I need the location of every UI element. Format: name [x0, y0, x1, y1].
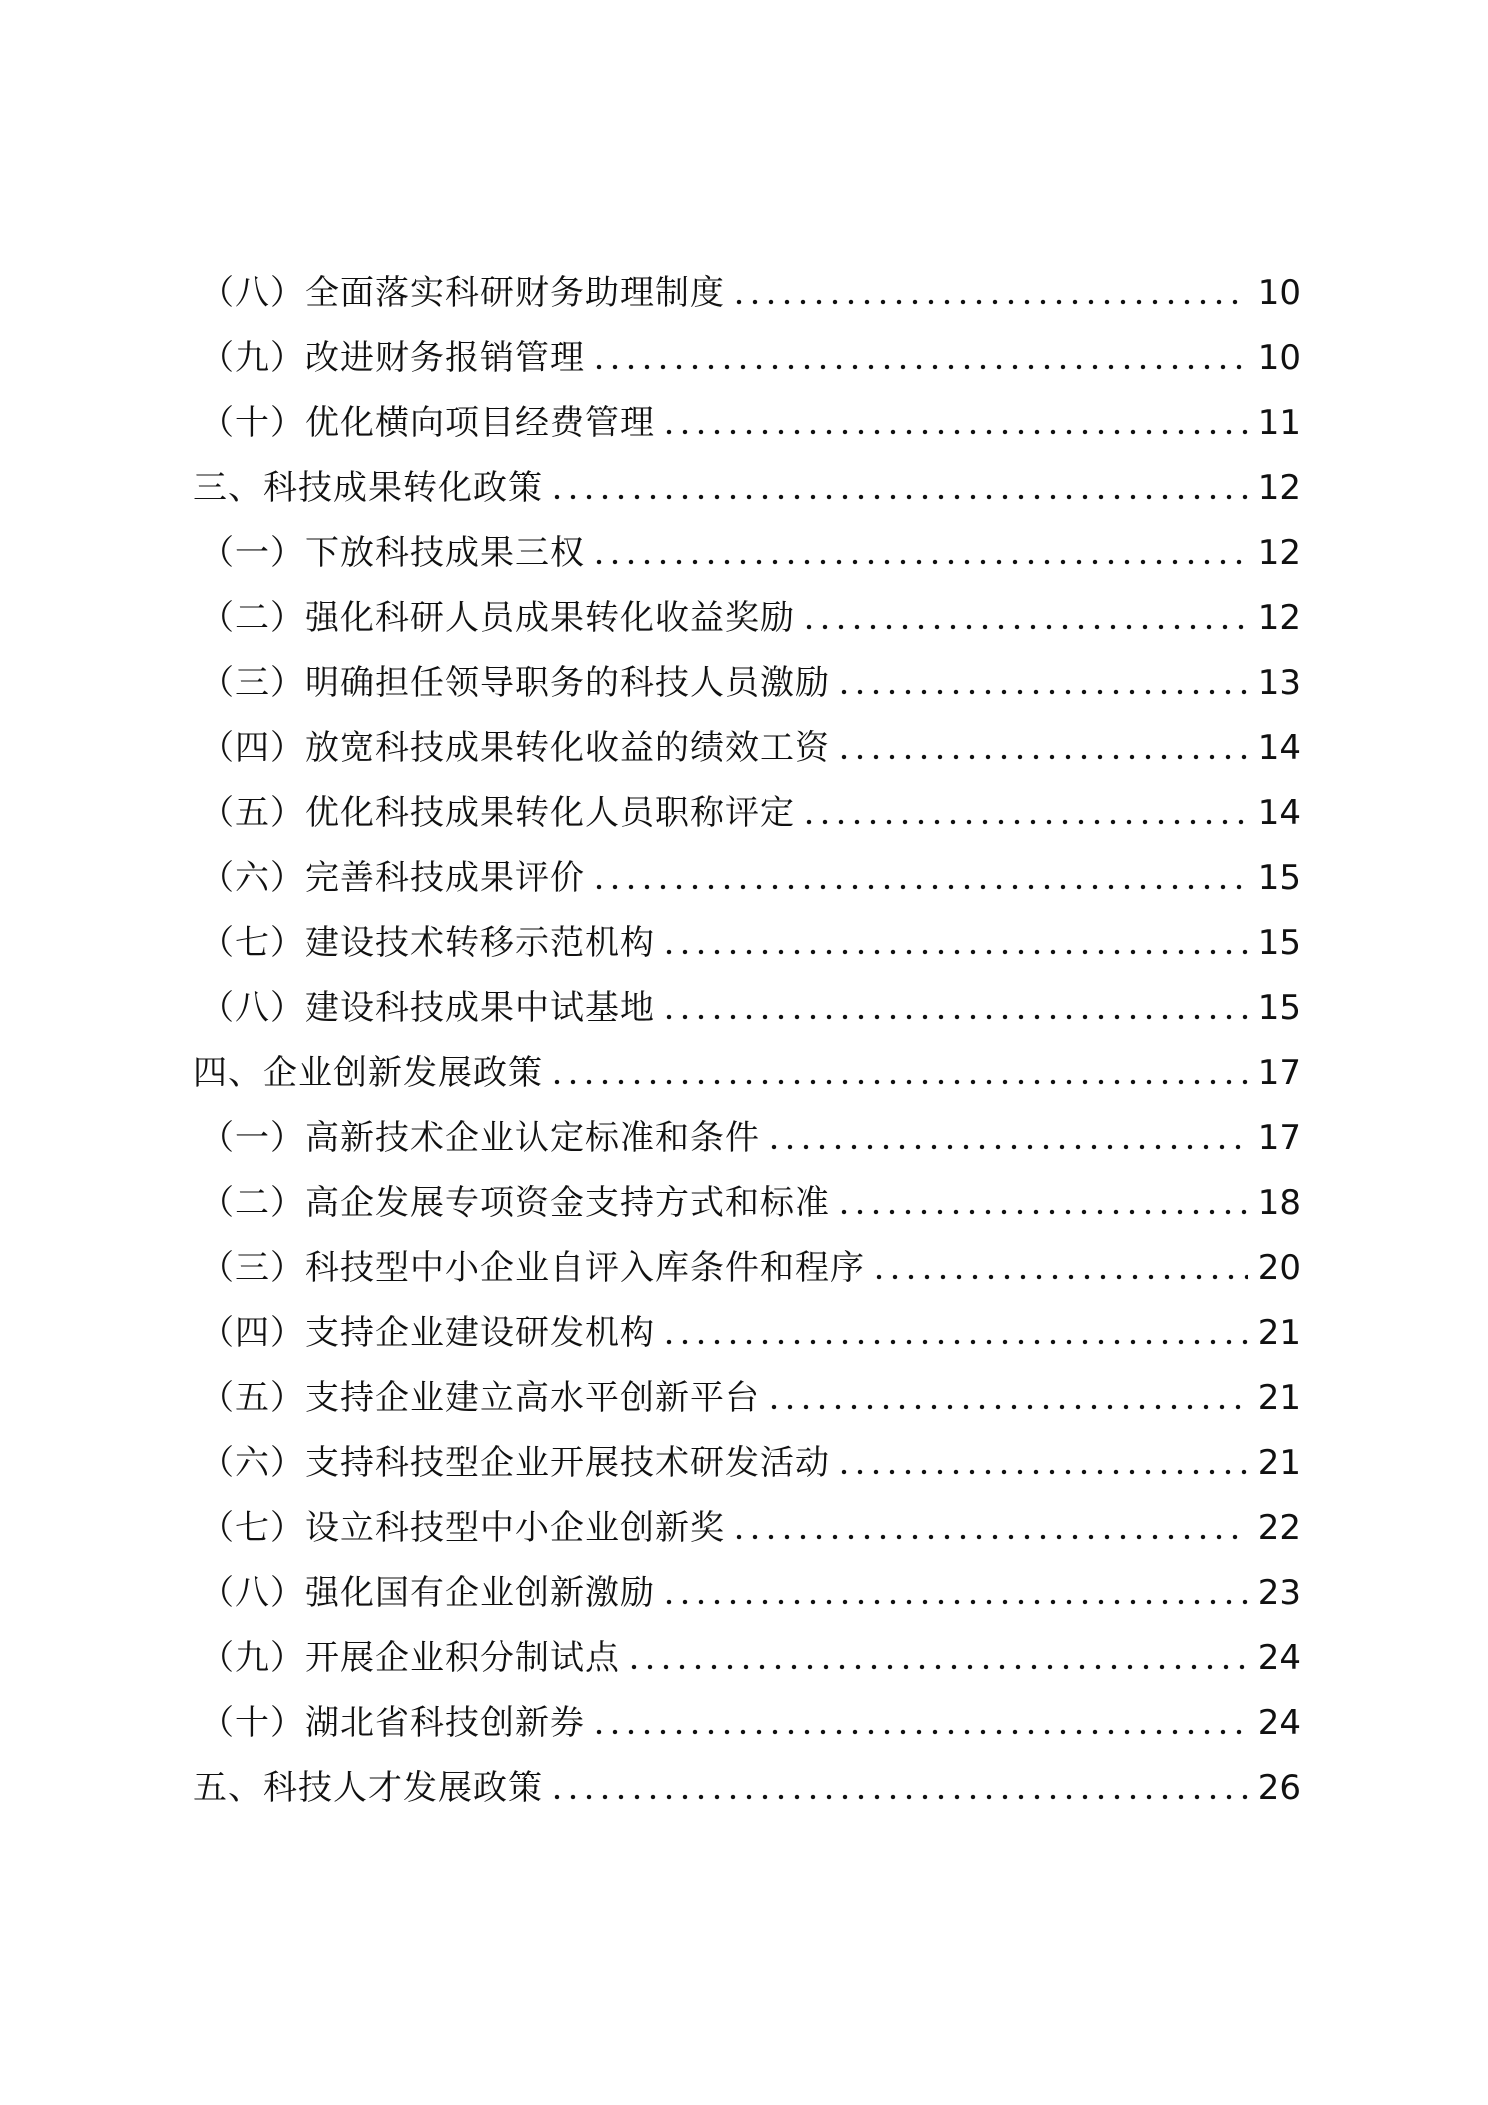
toc-page-number: 10: [1257, 338, 1301, 378]
toc-entry-title: （九）开展企业积分制试点: [200, 1638, 620, 1678]
toc-page-number: 20: [1257, 1248, 1301, 1288]
toc-page-number: 15: [1257, 858, 1301, 898]
toc-entry-title-evaluation[interactable]: [200, 788, 1301, 838]
toc-entry-soe-incentive[interactable]: [200, 1568, 1301, 1618]
dot-leader: [626, 1664, 1248, 1670]
toc-entry-pilot-base[interactable]: [200, 983, 1301, 1033]
toc-entry-performance-pay[interactable]: [200, 723, 1301, 773]
dot-leader: [836, 689, 1248, 695]
toc-section-title: 三、科技成果转化政策: [193, 468, 543, 508]
toc-entry-title: （六）完善科技成果评价: [200, 858, 585, 898]
toc-page-number: 12: [1257, 533, 1301, 573]
toc-section-title: 四、企业创新发展政策: [193, 1053, 543, 1093]
toc-page-number: 14: [1257, 728, 1301, 768]
toc-entry-title: （六）支持科技型企业开展技术研发活动: [200, 1443, 830, 1483]
toc-section-5[interactable]: [193, 1763, 1301, 1813]
toc-entry-title: （一）下放科技成果三权: [200, 533, 585, 573]
toc-entry-innovation-platform[interactable]: [200, 1373, 1301, 1423]
toc-entry-financial-assistant[interactable]: [200, 268, 1301, 318]
toc-entry-leader-incentive[interactable]: [200, 658, 1301, 708]
toc-section-4[interactable]: [193, 1048, 1301, 1098]
toc-entry-hightech-criteria[interactable]: [200, 1113, 1301, 1163]
toc-entry-title: （十）优化横向项目经费管理: [200, 403, 655, 443]
toc-entry-sme-registration[interactable]: [200, 1243, 1301, 1293]
toc-entry-title: （八）建设科技成果中试基地: [200, 988, 655, 1028]
dot-leader: [661, 1014, 1248, 1020]
dot-leader: [549, 1079, 1248, 1085]
toc-entry-title: （五）支持企业建立高水平创新平台: [200, 1378, 760, 1418]
toc-entry-special-funds[interactable]: [200, 1178, 1301, 1228]
toc-page-number: 22: [1257, 1508, 1301, 1548]
dot-leader: [661, 1599, 1248, 1605]
toc-page-number: 15: [1257, 988, 1301, 1028]
toc-page-number: 26: [1257, 1768, 1301, 1808]
dot-leader: [801, 819, 1248, 825]
dot-leader: [661, 429, 1248, 435]
toc-page-number: 21: [1257, 1313, 1301, 1353]
toc-entry-title: （十）湖北省科技创新券: [200, 1703, 585, 1743]
toc-page-number: 24: [1257, 1638, 1301, 1678]
toc-entry-title: （一）高新技术企业认定标准和条件: [200, 1118, 760, 1158]
dot-leader: [591, 1729, 1248, 1735]
toc-entry-achievement-evaluation[interactable]: [200, 853, 1301, 903]
toc-entry-title: （四）支持企业建设研发机构: [200, 1313, 655, 1353]
dot-leader: [766, 1404, 1248, 1410]
toc-entry-title: （二）强化科研人员成果转化收益奖励: [200, 598, 795, 638]
dot-leader: [801, 624, 1248, 630]
toc-entry-rd-activities[interactable]: [200, 1438, 1301, 1488]
toc-entry-rd-institution[interactable]: [200, 1308, 1301, 1358]
dot-leader: [836, 1209, 1248, 1215]
toc-entry-transfer-institution[interactable]: [200, 918, 1301, 968]
toc-page-number: 21: [1257, 1443, 1301, 1483]
toc-entry-title: （七）设立科技型中小企业创新奖: [200, 1508, 725, 1548]
toc-page-number: 12: [1257, 468, 1301, 508]
toc-entry-title: （二）高企发展专项资金支持方式和标准: [200, 1183, 830, 1223]
toc-entry-title: （八）强化国有企业创新激励: [200, 1573, 655, 1613]
toc-entry-income-reward[interactable]: [200, 593, 1301, 643]
toc-entry-title: （九）改进财务报销管理: [200, 338, 585, 378]
dot-leader: [661, 949, 1248, 955]
toc-entry-title: （八）全面落实科研财务助理制度: [200, 273, 725, 313]
toc-entry-innovation-voucher[interactable]: [200, 1698, 1301, 1748]
toc-entry-horizontal-funds[interactable]: [200, 398, 1301, 448]
dot-leader: [836, 754, 1248, 760]
toc-entry-three-rights[interactable]: [200, 528, 1301, 578]
toc-page-number: 14: [1257, 793, 1301, 833]
dot-leader: [549, 494, 1248, 500]
toc-entry-title: （三）科技型中小企业自评入库条件和程序: [200, 1248, 865, 1288]
dot-leader: [549, 1794, 1248, 1800]
toc-page-number: 21: [1257, 1378, 1301, 1418]
toc-entry-innovation-award[interactable]: [200, 1503, 1301, 1553]
toc-page-number: 15: [1257, 923, 1301, 963]
dot-leader: [766, 1144, 1248, 1150]
toc-entry-title: （三）明确担任领导职务的科技人员激励: [200, 663, 830, 703]
toc-entry-title: （七）建设技术转移示范机构: [200, 923, 655, 963]
toc-page-number: 10: [1257, 273, 1301, 313]
toc-page-number: 11: [1257, 403, 1301, 443]
dot-leader: [731, 1534, 1248, 1540]
toc-section-3[interactable]: [193, 463, 1301, 513]
dot-leader: [871, 1274, 1248, 1280]
dot-leader: [661, 1339, 1248, 1345]
dot-leader: [836, 1469, 1248, 1475]
dot-leader: [591, 559, 1248, 565]
toc-page-number: 23: [1257, 1573, 1301, 1613]
dot-leader: [591, 884, 1248, 890]
toc-page-number: 24: [1257, 1703, 1301, 1743]
dot-leader: [591, 364, 1248, 370]
toc-entry-title: （五）优化科技成果转化人员职称评定: [200, 793, 795, 833]
toc-section-title: 五、科技人才发展政策: [193, 1768, 543, 1808]
toc-page-number: 12: [1257, 598, 1301, 638]
toc-page-number: 18: [1257, 1183, 1301, 1223]
toc-page-number: 17: [1257, 1118, 1301, 1158]
toc-entry-points-pilot[interactable]: [200, 1633, 1301, 1683]
toc-page-number: 17: [1257, 1053, 1301, 1093]
toc-entry-reimbursement[interactable]: [200, 333, 1301, 383]
dot-leader: [731, 299, 1248, 305]
toc-page-number: 13: [1257, 663, 1301, 703]
toc-entry-title: （四）放宽科技成果转化收益的绩效工资: [200, 728, 830, 768]
